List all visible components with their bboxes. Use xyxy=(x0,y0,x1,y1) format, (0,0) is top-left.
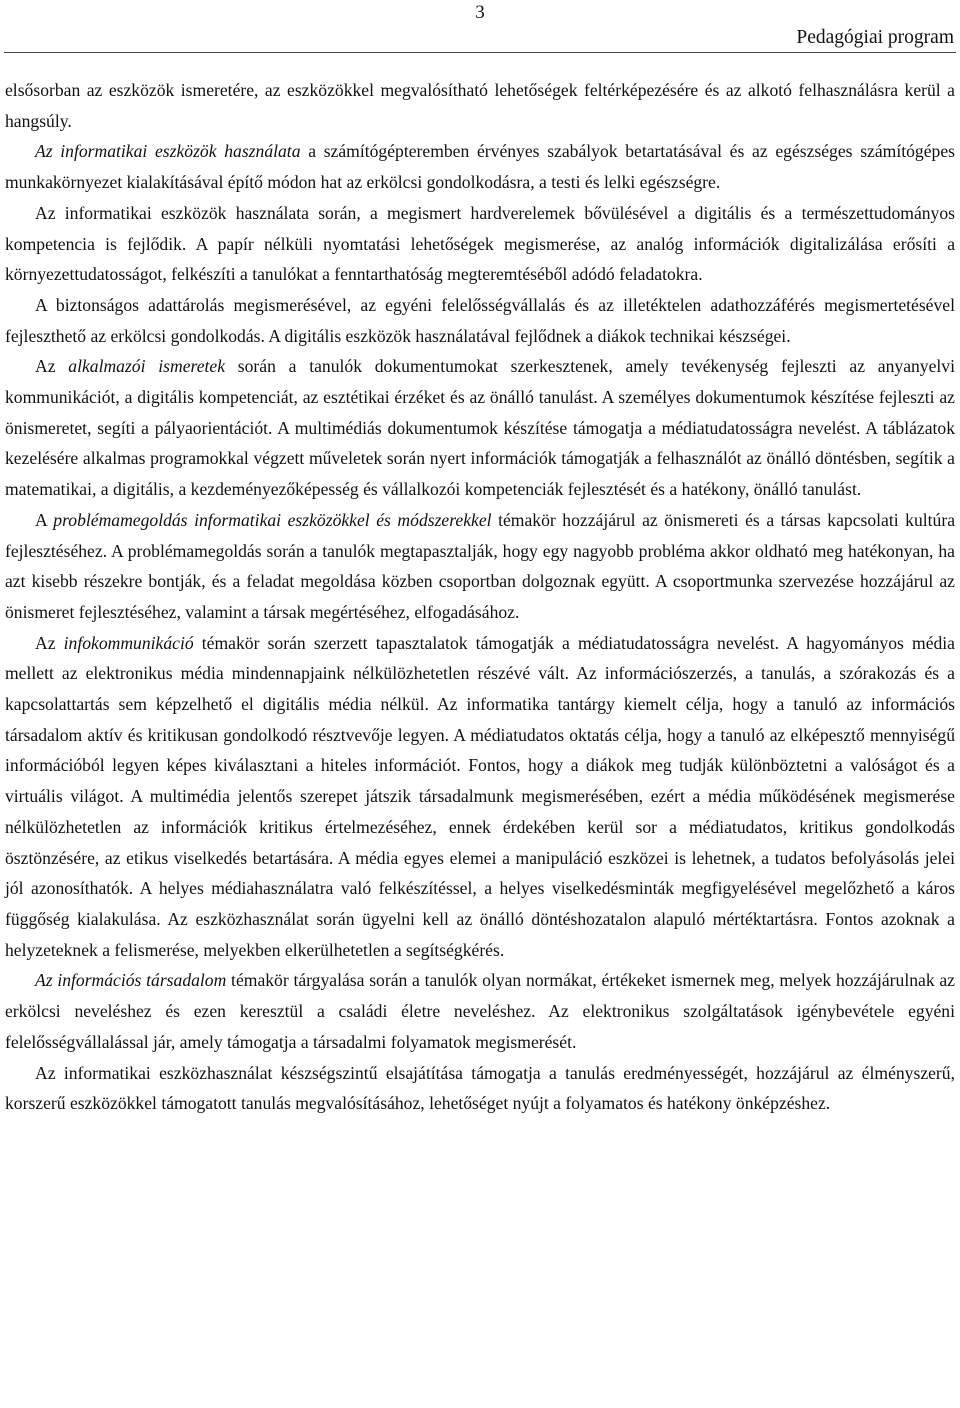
paragraph-6-emphasis: problémamegoldás informatikai eszközökkel és módszerekkel xyxy=(53,509,492,530)
paragraph-3-text: Az informatikai eszközök használata során, a megismert hardverelemek bővülésével a digitális és a természettudományos kompetencia is fejlődik. A papír nélküli nyomtatási lehetőségek megismerése, az analóg információk digitalizálása erősíti a környezettudatosságot, felkészíti a tanulókat a fenntarthatóság megteremtéséből adódó feladatokra. xyxy=(5,202,955,285)
paragraph-2-emphasis: Az informatikai eszközök használata xyxy=(35,141,301,162)
paragraph-6-prefix: A xyxy=(35,509,54,530)
paragraph-7-prefix: Az xyxy=(35,632,64,653)
header-divider xyxy=(4,52,956,53)
paragraph-9 xyxy=(5,1058,955,1119)
paragraph-7-emphasis: infokommunikáció xyxy=(63,632,194,653)
paragraph-1 xyxy=(5,75,955,136)
paragraph-3 xyxy=(5,198,955,290)
paragraph-5-emphasis: alkalmazói ismeretek xyxy=(68,356,226,377)
page-number: 3 xyxy=(475,2,485,23)
paragraph-5-text: során a tanulók dokumentumokat szerkesztenek, amely tevékenység fejleszti az anyanyelvi kommunikációt, a digitális kompetenciát, az esztétikai érzéket és az önálló tanulást. A személyes dokumentumok készítése fejleszti az önismeretet, segíti a pályaorientációt. A multimédiás dokumentumok készítése támogatja a médiatudatosságra nevelést. A táblázatok kezelésére alkalmas programokkal végzett műveletek során nyert információk támogatják a felhasználót az önálló döntésben, segítik a matematikai, a digitális, a kezdeményezőképesség és vállalkozói kompetenciák fejlesztését és a hatékony, önálló tanulást. xyxy=(5,356,955,500)
paragraph-5 xyxy=(5,351,955,505)
paragraph-7 xyxy=(5,628,955,966)
paragraph-9-text: Az informatikai eszközhasználat készségszintű elsajátítása támogatja a tanulás eredményességét, hozzájárul az élményszerű, korszerű eszközökkel támogatott tanulás megvalósításához, lehetőséget nyújt a folyamatos és hatékony önképzéshez. xyxy=(5,1062,955,1114)
paragraph-8 xyxy=(5,965,955,1057)
document-body xyxy=(5,75,955,1119)
paragraph-4-text: A biztonságos adattárolás megismerésével, az egyéni felelősségvállalás és az illetéktelen adathozzáférés megismertetésével fejleszthető az erkölcsi gondolkodás. A digitális eszközök használatával fejlődnek a diákok technikai készségei. xyxy=(5,294,955,346)
paragraph-8-text: témakör tárgyalása során a tanulók olyan normákat, értékeket ismernek meg, melyek hozzájárulnak az erkölcsi neveléshez és ezen keresztül a családi életre neveléshez. Az elektronikus szolgáltatások igénybevétele egyéni felelősségvállalással jár, amely támogatja a társadalmi folyamatok megismerését. xyxy=(5,970,955,1052)
paragraph-2 xyxy=(5,136,955,197)
paragraph-4 xyxy=(5,290,955,351)
paragraph-8-emphasis: Az információs társadalom xyxy=(35,970,227,991)
document-header-title: Pedagógiai program xyxy=(796,27,954,48)
paragraph-7-text: témakör során szerzett tapasztalatok támogatják a médiatudatosságra nevelést. A hagyományos média mellett az elektronikus média mindennapjaink nélkülözhetetlen részévé vált. Az információszerzés, a tanulás, a szórakozás és a kapcsolattartás sem képzelhető el digitális média nélkül. Az informatika tantárgy kiemelt célja, hogy a tanuló az információs társadalom aktív és kritikusan gondolkodó résztvevője legyen. A médiatudatos oktatás célja, hogy a tanuló az elképesztő mennyiségű információból legyen képes kiválasztani a hiteles információt. Fontos, hogy a diákok meg tudják különböztetni a valóságot és a virtuális világot. A multimédia jelentős szerepet játszik társadalmunk megismerésében, ezért a média működésének megismerése nélkülözhetetlen az információk kritikus értelmezéséhez, ennek érdekében kerül sor a médiatudatos, kritikus gondolkodás ösztönzésére, az etikus viselkedés betartására. A média egyes elemei a manipuláció eszközei is lehetnek, a tudatos befolyásolás jelei jól azonosíthatók. A helyes médiahasználatra való felkészítéssel, a helyes viselkedésminták megfigyelésével megelőzhető a káros függőség kialakulása. Az eszközhasználat során ügyelni kell az önálló döntéshozatalon alapuló mértéktartásra. Fontos azoknak a helyzeteknek a felismerése, melyekben elkerülhetetlen a segítségkérés. xyxy=(5,632,955,960)
paragraph-2-text: a számítógépteremben érvényes szabályok betartatásával és az egészséges számítógépes munkakörnyezet kialakításával építő módon hat az erkölcsi gondolkodásra, a testi és lelki egészségre. xyxy=(5,141,955,193)
paragraph-1-text: elsősorban az eszközök ismeretére, az eszközökkel megvalósítható lehetőségek feltérképezésére és az alkotó felhasználásra kerül a hangsúly. xyxy=(5,80,955,131)
paragraph-5-prefix: Az xyxy=(35,356,69,377)
paragraph-6 xyxy=(5,505,955,628)
paragraph-6-text: témakör hozzájárul az önismereti és a társas kapcsolati kultúra fejlesztéséhez. A problémamegoldás során a tanulók megtapasztalják, hogy egy nagyobb probléma akkor oldható meg hatékonyan, ha azt kisebb részekre bontják, és a feladat megoldása közben csoportban dolgoznak együtt. A csoportmunka szervezése hozzájárul az önismeret fejlesztéséhez, valamint a társak megértéséhez, elfogadásához. xyxy=(5,509,956,622)
